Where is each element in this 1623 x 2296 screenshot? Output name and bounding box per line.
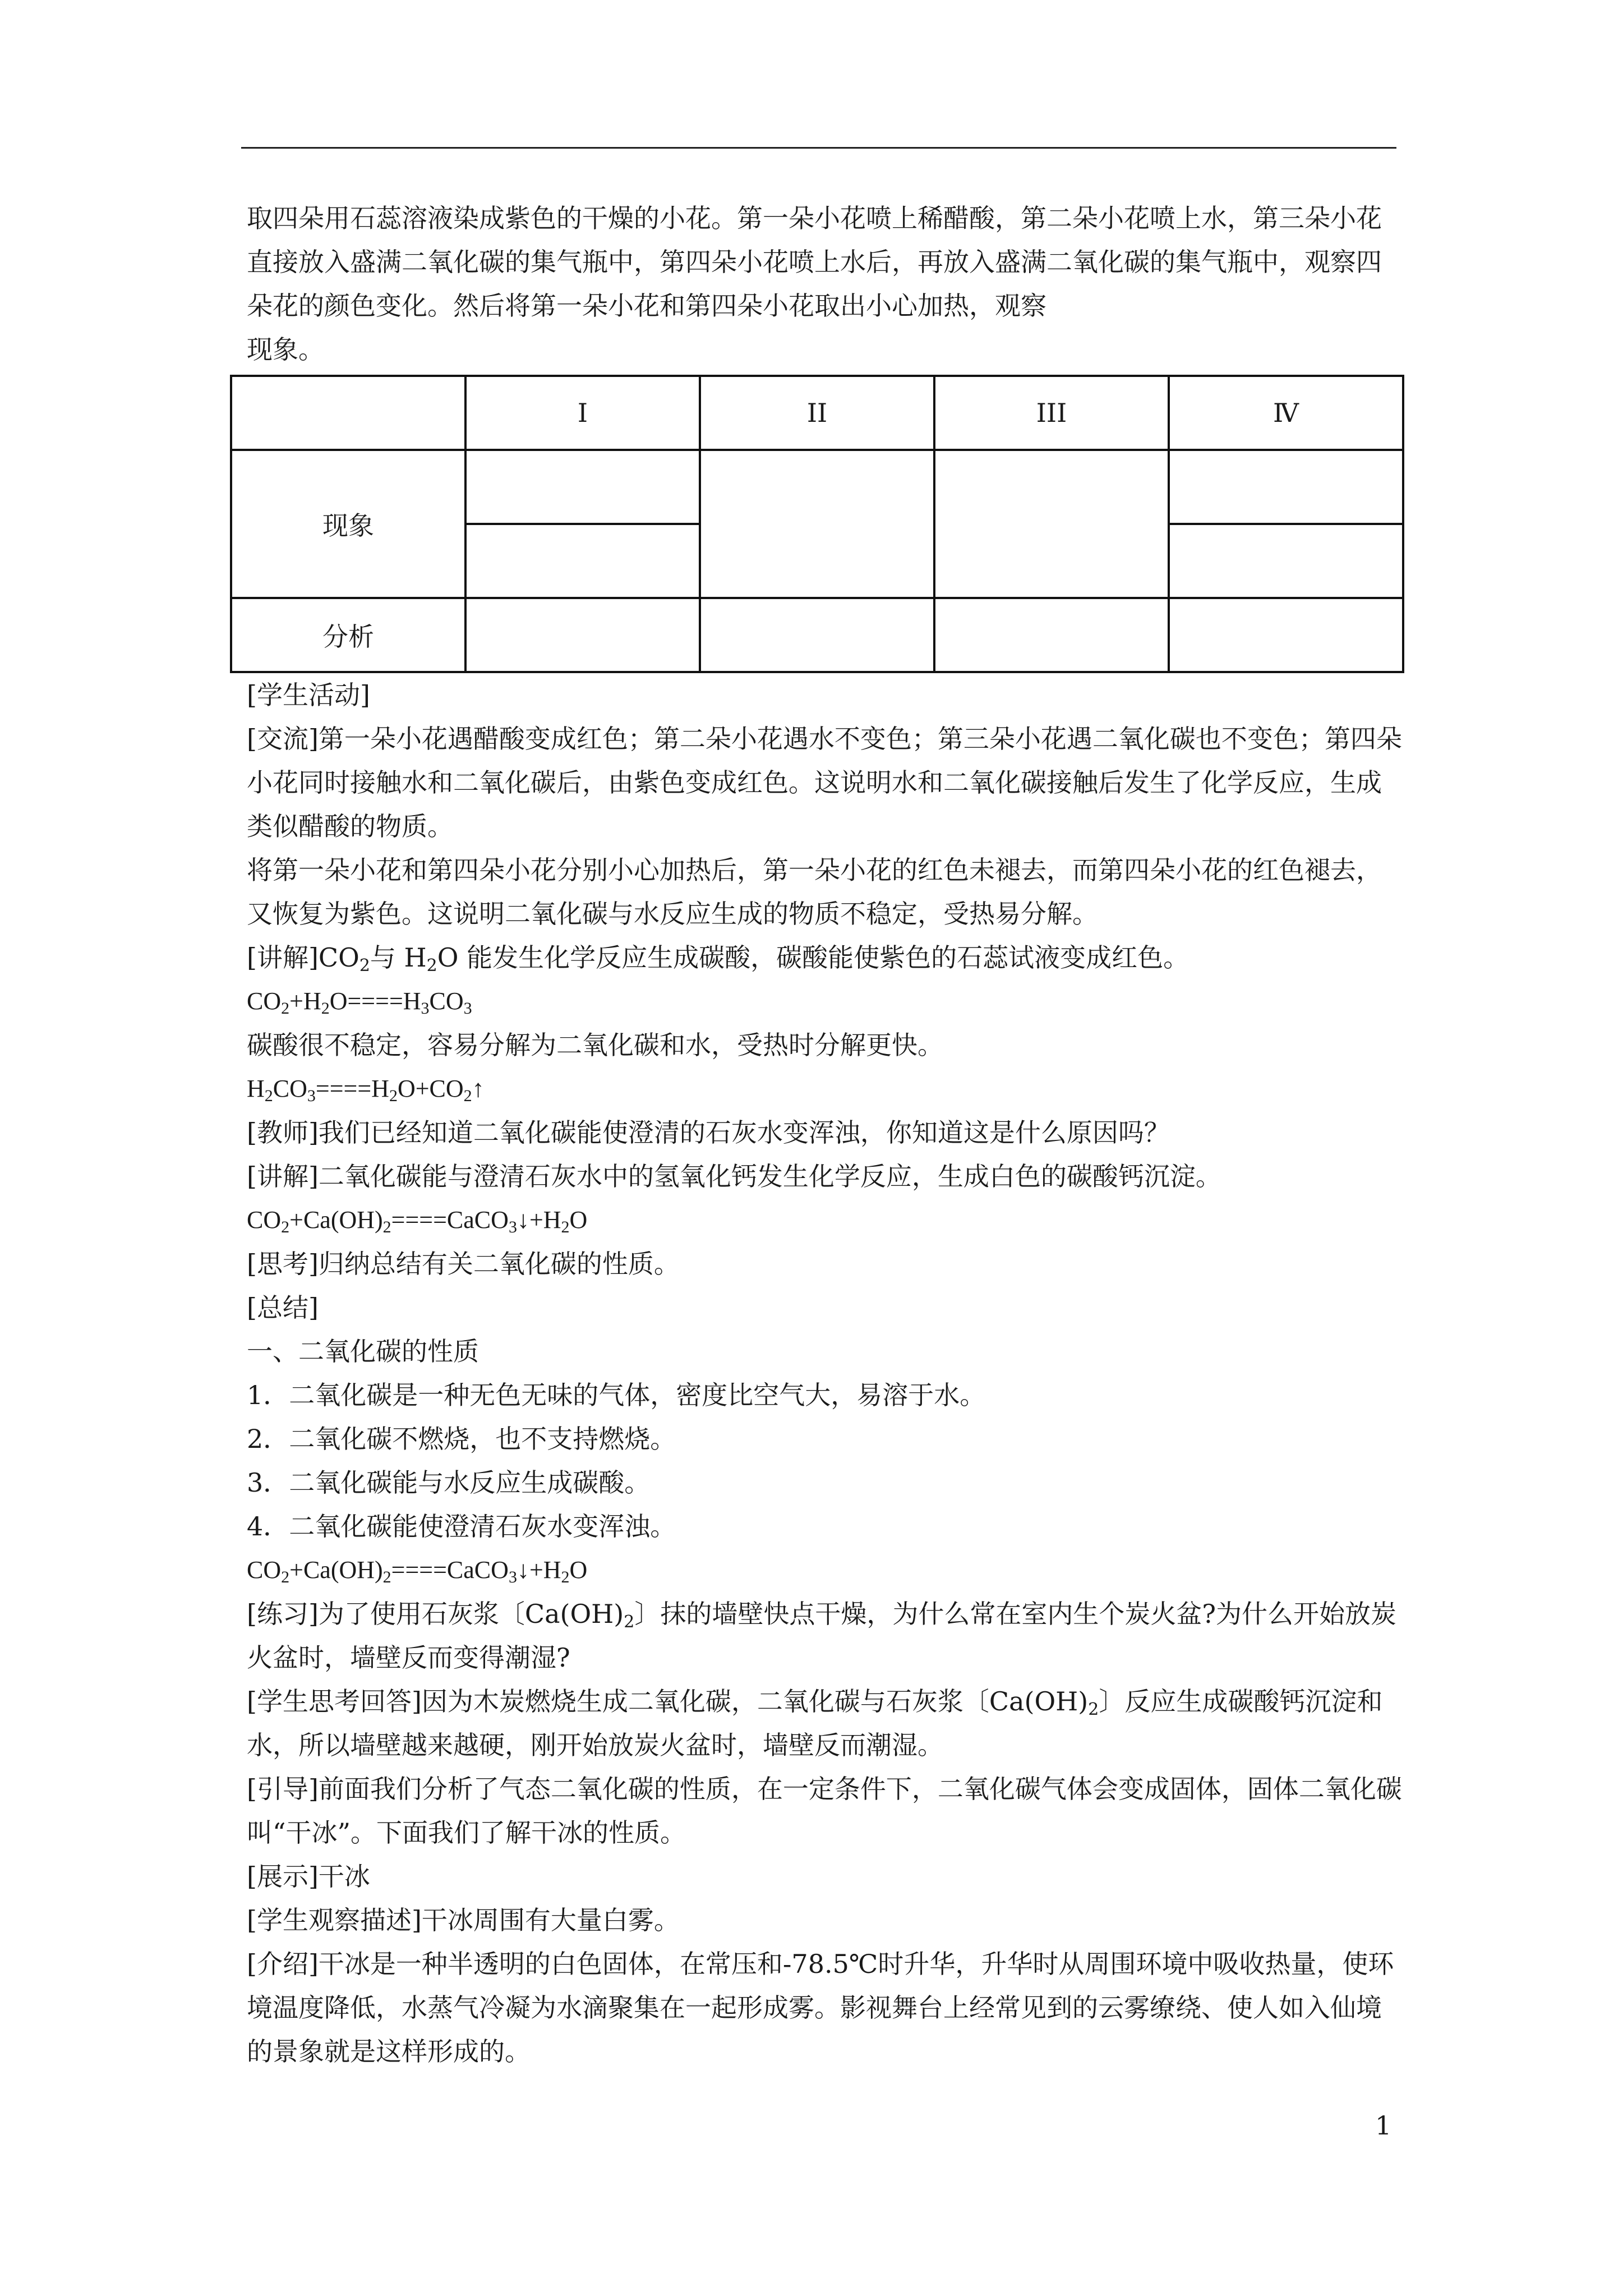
explain-co2-water: [讲解]$CO_2$与 $H_2O$ 能发生化学反应生成碳酸，碳酸能使紫色的石蕊试液变成红色。 <box>247 942 1189 976</box>
property-item: 2．二氧化碳不燃烧，也不支持燃烧。 <box>247 1424 676 1454</box>
header-rule <box>241 147 1396 149</box>
heating-paragraph: 将第一朵小花和第四朵小花分别小心加热后，第一朵小花的红色未褪去，而第四朵小花的红色褪去，又恢复为紫色。这说明二氧化碳与水反应生成的物质不稳定，受热易分解。 <box>247 855 1382 929</box>
exchange-paragraph: [交流]第一朵小花遇醋酸变成红色；第二朵小花遇水不变色；第三朵小花遇二氧化碳也不变色；第四朵小花同时接触水和二氧化碳后，由紫色变成红色。这说明水和二氧化碳接触后发生了化学反应，生成类似醋酸的物质。 <box>247 724 1402 841</box>
table-cell <box>465 524 700 598</box>
intro-paragraph: 取四朵用石蕊溶液染成紫色的干燥的小花。第一朵小花喷上稀醋酸，第二朵小花喷上水，第三朵小花直接放入盛满二氧化碳的集气瓶中，第四朵小花喷上水后，再放入盛满二氧化碳的集气瓶中，观察四朵花的颜色变化。然后将第一朵小花和第四朵小花取出小心加热，观察 现象。 <box>247 203 1382 365</box>
row-label-xianxiang: 现象 <box>231 450 465 598</box>
table-row <box>231 450 1403 524</box>
practice-question: [练习]为了使用石灰浆〔$Ca(OH)_2$〕抹的墙壁快点干燥，为什么常在室内生个炭火盆?为什么开始放炭火盆时，墙壁反而变得潮湿? <box>247 1599 1396 1673</box>
table-header-cell: II <box>700 376 934 450</box>
explain-limewater: [讲解]二氧化碳能与澄清石灰水中的氢氧化钙发生化学反应，生成白色的碳酸钙沉淀。 <box>247 1161 1221 1191</box>
table-cell <box>465 450 700 524</box>
equation-carbonic-formation: $CO_2+H_2O====H_3CO_3$ <box>247 987 472 1018</box>
table-cell <box>465 598 700 672</box>
table-cell <box>1169 450 1403 524</box>
property-item: 3．二氧化碳能与水反应生成碳酸。 <box>247 1467 651 1498</box>
table-header-row <box>231 376 1403 450</box>
document-body <box>247 196 1402 2073</box>
equation-limewater: $CO_2+Ca(OH)_2====CaCO_3↓+H_2O$ <box>247 1206 588 1236</box>
table-cell <box>700 450 934 598</box>
table-header-cell: I <box>465 376 700 450</box>
equation-limewater-repeat: $CO_2+Ca(OH)_2====CaCO_3↓+H_2O$ <box>247 1556 588 1586</box>
table-cell <box>1169 524 1403 598</box>
equation-carbonic-decomposition: $H_2CO_3====H_2O+CO_2↑$ <box>247 1075 485 1105</box>
show-label: [展示]干冰 <box>247 1861 370 1892</box>
property-item: 4．二氧化碳能使澄清石灰水变浑浊。 <box>247 1511 676 1542</box>
student-activity-label: [学生活动] <box>247 680 370 710</box>
section-heading: 一、二氧化碳的性质 <box>247 1336 479 1366</box>
property-item: 1．二氧化碳是一种无色无味的气体，密度比空气大，易溶于水。 <box>247 1380 986 1410</box>
dry-ice-intro: [介绍]干冰是一种半透明的白色固体，在常压和-78.5℃时升华，升华时从周围环境中吸收热量，使环境温度降低，水蒸气冷凝为水滴聚集在一起形成雾。影视舞台上经常见到的云雾缭绕、使人如入仙境的景象就是这样形成的。 <box>247 1949 1394 2067</box>
observe-paragraph: [学生观察描述]干冰周围有大量白雾。 <box>247 1905 680 1935</box>
experiment-table <box>230 375 1404 673</box>
table-cell <box>934 450 1169 598</box>
teacher-question: [教师]我们已经知道二氧化碳能使澄清的石灰水变浑浊，你知道这是什么原因吗？ <box>247 1117 1170 1148</box>
table-row <box>231 598 1403 672</box>
summary-label: [总结] <box>247 1292 319 1323</box>
table-header-cell: Ⅳ <box>1169 376 1403 450</box>
think-prompt: [思考]归纳总结有关二氧化碳的性质。 <box>247 1249 680 1279</box>
student-answer: [学生思考回答]因为木炭燃烧生成二氧化碳，二氧化碳与石灰浆〔$Ca(OH)_2$〕反应生成碳酸钙沉淀和水，所以墙壁越来越硬，刚开始放炭火盆时，墙壁反而潮湿。 <box>247 1686 1383 1760</box>
table-cell <box>1169 598 1403 672</box>
table-header-cell: III <box>934 376 1169 450</box>
table-corner-cell <box>231 376 465 450</box>
guide-paragraph: [引导]前面我们分析了气态二氧化碳的性质，在一定条件下，二氧化碳气体会变成固体，固体二氧化碳叫“干冰”。下面我们了解干冰的性质。 <box>247 1774 1402 1848</box>
table-cell <box>700 598 934 672</box>
row-label-fenxi: 分析 <box>231 598 465 672</box>
page-number: 1 <box>1375 2110 1392 2141</box>
table-cell <box>934 598 1169 672</box>
carbonic-unstable-text: 碳酸很不稳定，容易分解为二氧化碳和水，受热时分解更快。 <box>247 1030 943 1060</box>
